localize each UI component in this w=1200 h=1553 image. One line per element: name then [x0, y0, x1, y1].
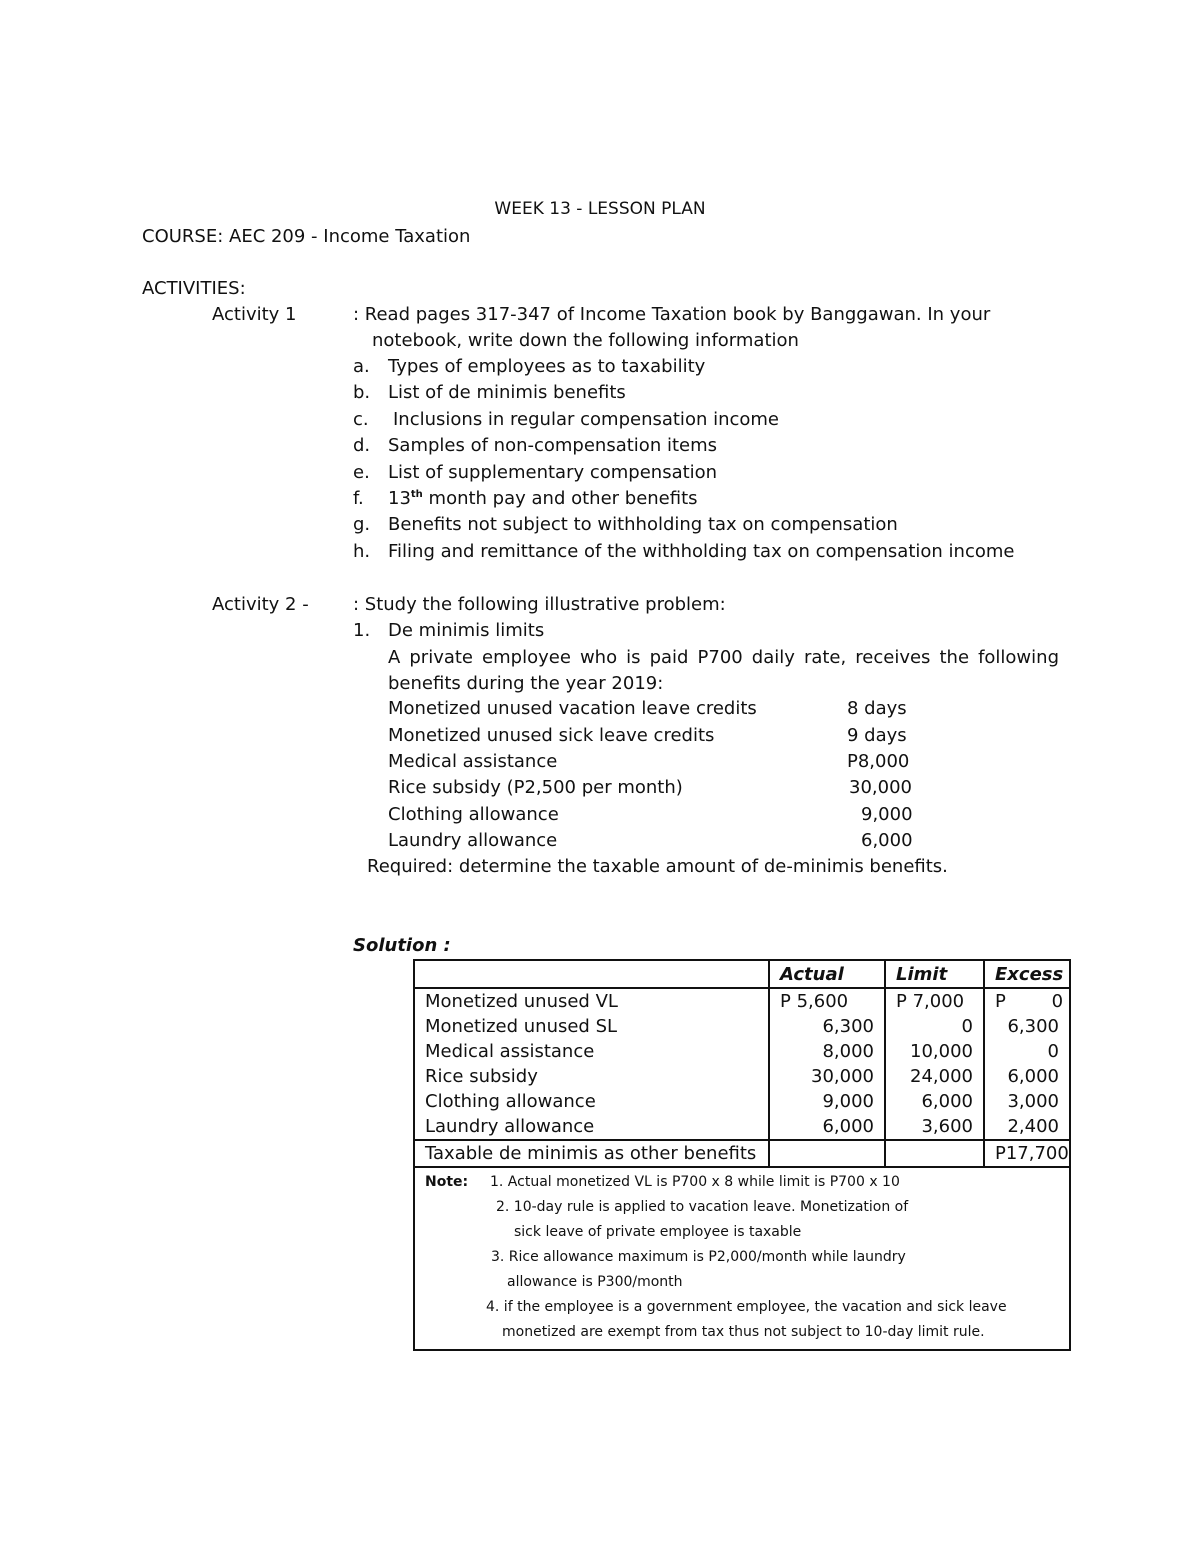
cell-item: Clothing allowance: [414, 1089, 769, 1114]
header-cell-item: [414, 960, 769, 988]
activity1-intro: : Read pages 317-347 of Income Taxation book by Banggawan. In your: [353, 304, 991, 325]
header-cell-limit: Limit: [885, 960, 984, 988]
list-item: Filing and remittance of the withholding tax on compensation income: [388, 541, 1015, 562]
benefit-value: 6,000: [861, 830, 913, 851]
total-limit-empty: [885, 1140, 984, 1167]
header-cell-excess: Excess: [984, 960, 1070, 988]
benefit-value: 9,000: [861, 804, 913, 825]
table-row: [414, 988, 1070, 1014]
course-line: COURSE: AEC 209 - Income Taxation: [142, 226, 471, 247]
benefit-value: 8 days: [847, 698, 907, 719]
benefit-name: Medical assistance: [388, 751, 558, 772]
list-item: 13th month pay and other benefits: [388, 488, 698, 509]
cell-limit: 0: [885, 1014, 984, 1039]
cell-actual: 9,000: [769, 1089, 885, 1114]
total-value: P17,700: [984, 1140, 1070, 1167]
benefit-name: Clothing allowance: [388, 804, 559, 825]
cell-limit: 6,000: [885, 1089, 984, 1114]
list-item: Samples of non-compensation items: [388, 435, 717, 456]
benefit-value: 30,000: [849, 777, 912, 798]
activity1-intro-cont: notebook, write down the following information: [372, 330, 799, 351]
problem-title: De minimis limits: [388, 620, 545, 641]
problem-text: A private employee who is paid P700 daily rate, receives the following benefits during the year 2019:: [388, 647, 1059, 694]
list-marker: d.: [353, 435, 371, 456]
cell-limit: P 7,000: [885, 988, 984, 1014]
list-marker: b.: [353, 382, 371, 403]
note-label: Note:: [425, 1174, 469, 1190]
notes-row: [414, 1167, 1070, 1350]
cell-excess: P 0: [984, 988, 1070, 1014]
benefit-name: Laundry allowance: [388, 830, 558, 851]
table-row: [414, 1089, 1070, 1114]
note-line: allowance is P300/month: [507, 1274, 683, 1290]
cell-limit: 10,000: [885, 1039, 984, 1064]
table-row: [414, 1114, 1070, 1140]
solution-table: [413, 959, 1071, 1351]
list-marker: h.: [353, 541, 371, 562]
activity2-intro: : Study the following illustrative problem:: [353, 594, 726, 615]
cell-actual: 8,000: [769, 1039, 885, 1064]
notes-cell: [414, 1167, 1070, 1350]
list-item: List of de minimis benefits: [388, 382, 626, 403]
cell-limit: 3,600: [885, 1114, 984, 1140]
table-header-row: [414, 960, 1070, 988]
cell-actual: 6,000: [769, 1114, 885, 1140]
note-line: sick leave of private employee is taxable: [514, 1224, 802, 1240]
total-label: Taxable de minimis as other benefits: [414, 1140, 769, 1167]
total-actual-empty: [769, 1140, 885, 1167]
list-marker: c.: [353, 409, 369, 430]
benefit-value: 9 days: [847, 725, 907, 746]
benefit-value: P8,000: [847, 751, 910, 772]
note-line: monetized are exempt from tax thus not subject to 10-day limit rule.: [502, 1324, 985, 1340]
note-line: 2. 10-day rule is applied to vacation leave. Monetization of: [496, 1199, 909, 1215]
table-row: [414, 1014, 1070, 1039]
list-marker: e.: [353, 462, 370, 483]
cell-item: Monetized unused VL: [414, 988, 769, 1014]
list-marker: f.: [353, 488, 364, 509]
cell-actual: 30,000: [769, 1064, 885, 1089]
cell-item: Monetized unused SL: [414, 1014, 769, 1039]
cell-actual: P 5,600: [769, 988, 885, 1014]
cell-excess: 0: [984, 1039, 1070, 1064]
cell-item: Medical assistance: [414, 1039, 769, 1064]
problem-number: 1.: [353, 620, 371, 641]
table-row: [414, 1064, 1070, 1089]
list-item: Inclusions in regular compensation income: [393, 409, 780, 430]
table-row: [414, 1039, 1070, 1064]
total-row: [414, 1140, 1070, 1167]
list-item: Benefits not subject to withholding tax on compensation: [388, 514, 898, 535]
activity2-label: Activity 2 -: [212, 594, 309, 615]
list-item: Types of employees as to taxability: [388, 356, 706, 377]
activity1-label: Activity 1: [212, 304, 297, 325]
list-marker: g.: [353, 514, 371, 535]
benefit-name: Rice subsidy (P2,500 per month): [388, 777, 683, 798]
cell-actual: 6,300: [769, 1014, 885, 1039]
list-item: List of supplementary compensation: [388, 462, 718, 483]
cell-item: Rice subsidy: [414, 1064, 769, 1089]
page-title: WEEK 13 - LESSON PLAN: [494, 199, 706, 219]
note-text: 1. Actual monetized VL is P700 x 8 while limit is P700 x 10: [490, 1174, 900, 1190]
cell-limit: 24,000: [885, 1064, 984, 1089]
cell-excess: 6,000: [984, 1064, 1070, 1089]
cell-excess: 6,300: [984, 1014, 1070, 1039]
activities-heading: ACTIVITIES:: [142, 278, 246, 299]
note-line: [425, 1170, 1069, 1195]
note-line: 3. Rice allowance maximum is P2,000/month while laundry: [491, 1249, 906, 1265]
cell-excess: 3,000: [984, 1089, 1070, 1114]
required-line: Required: determine the taxable amount of de-minimis benefits.: [367, 856, 948, 877]
benefit-name: Monetized unused sick leave credits: [388, 725, 715, 746]
benefit-name: Monetized unused vacation leave credits: [388, 698, 757, 719]
cell-excess: 2,400: [984, 1114, 1070, 1140]
cell-item: Laundry allowance: [414, 1114, 769, 1140]
header-cell-actual: Actual: [769, 960, 885, 988]
solution-label: Solution :: [353, 935, 451, 956]
note-line: 4. if the employee is a government employee, the vacation and sick leave: [486, 1299, 1007, 1315]
list-marker: a.: [353, 356, 370, 377]
